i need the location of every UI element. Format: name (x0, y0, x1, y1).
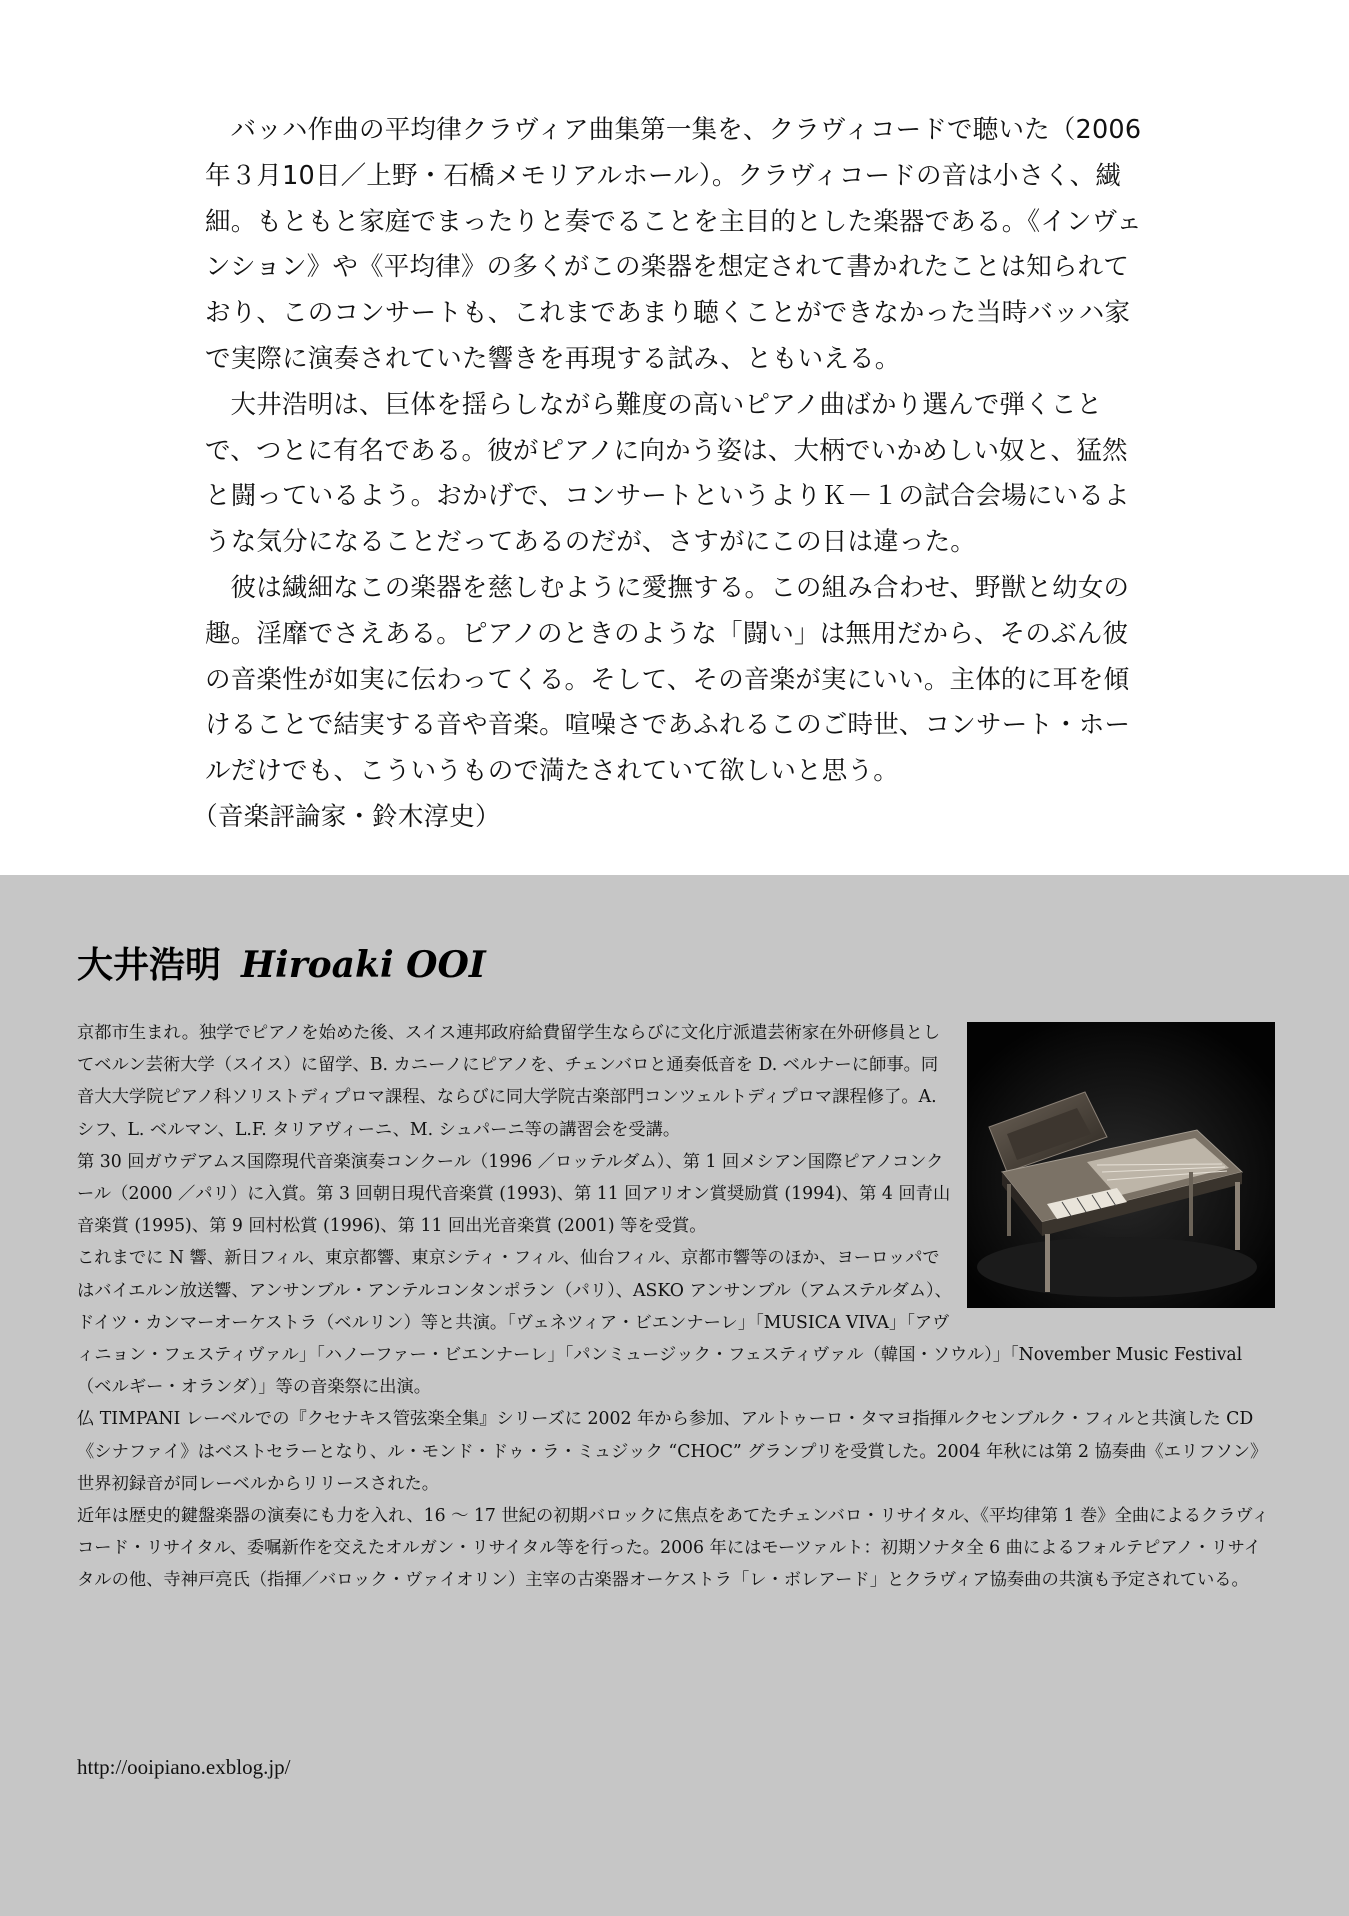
website-link[interactable]: http://ooipiano.exblog.jp/ (77, 1755, 291, 1779)
review-paragraph-2: 大井浩明は、巨体を揺らしながら難度の高いピアノ曲ばかり選んで弾くことで、つとに有名である。彼がピアノに向かう姿は、大柄でいかめしい奴と、猛然と闘っているよう。おかげで、コンサートというよりＫ－１の試合会場にいるような気分になることだってあるのだが、さすがにこの日は違った。 (205, 389, 1130, 558)
review-section (205, 108, 1150, 841)
biography-section (0, 875, 1349, 1916)
bio-paragraph-3: これまでに N 響、新日フィル、東京都響、東京シティ・フィル、仙台フィル、京都市響等のほか、ヨーロッパではバイエルン放送響、アンサンブル・アンテルコンタンポラン（パリ）、ASKO アンサンブル（アムステルダム）、ドイツ・カンマーオーケストラ（ベルリン）等と共演。「ヴェネツィア・ビエンナーレ」「MUSICA VIVA」「アヴィニョン・フェスティヴァル」「ハノーファー・ビエンナーレ」「パンミュージック・フェスティヴァル（韓国・ソウル）」「November Music Festival（ベルギー・オランダ）」等の音楽祭に出演。 (77, 1248, 1243, 1398)
artist-name-ja: 大井浩明 (77, 944, 222, 986)
bio-paragraph-5: 近年は歴史的鍵盤楽器の演奏にも力を入れ、16 ～ 17 世紀の初期バロックに焦点をあてたチェンバロ・リサイタル、《平均律第 1 巻》全曲によるクラヴィコード・リサイタル、委嘱新作を交えたオルガン・リサイタル等を行った。2006 年にはモーツァルト：初期ソナタ全 6 曲によるフォルテピアノ・リサイタルの他、寺神戸亮氏（指揮／バロック・ヴァイオリン）主宰の古楽器オーケストラ「レ・ボレアード」とクラヴィア協奏曲の共演も予定されている。 (77, 1506, 1270, 1591)
review-paragraph-3-text: 彼は繊細なこの楽器を慈しむように愛撫する。この組み合わせ、野獣と幼女の趣。淫靡でさえある。ピアノのときのような「闘い」は無用だから、そのぶん彼の音楽性が如実に伝わってくる。そして、その音楽が実にいい。主体的に耳を傾けることで結実する音や音楽。喧噪さであふれるこのご時世、コンサート・ホールだけでも、こういうもので満たされていて欲しいと思う。 (205, 572, 1131, 787)
bio-paragraph-2: 第 30 回ガウデアムス国際現代音楽演奏コンクール（1996 ／ロッテルダム）、第 1 回メシアン国際ピアノコンクール（2000 ／パリ）に入賞。第 3 回朝日現代音楽賞 (1993)、第 11 回アリオン賞奨励賞 (1994)、第 4 回青山音楽賞 (1995)、第 9 回村松賞 (1996)、第 11 回出光音楽賞 (2001) 等を受賞。 (77, 1151, 951, 1237)
clavichord-photo (967, 1022, 1275, 1308)
bio-paragraph-4: 仏 TIMPANI レーベルでの『クセナキス管弦楽全集』シリーズに 2002 年から参加、アルトゥーロ・タマヨ指揮ルクセンブルク・フィルと共演した CD《シナファイ》はベストセラーとなり、ル・モンド・ドゥ・ラ・ミュジック “CHOC” グランプリを受賞した。2004 年秋には第 2 協奏曲《エリフソン》世界初録音が同レーベルからリリースされた。 (77, 1409, 1268, 1494)
bio-paragraph-1: 京都市生まれ。独学でピアノを始めた後、スイス連邦政府給費留学生ならびに文化庁派遣芸術家在外研修員としてベルン芸術大学（スイス）に留学、B. カニーノにピアノを、チェンバロと通奏低音を D. ベルナーに師事。同音大大学院ピアノ科ソリストディプロマ課程、ならびに同大学院古楽部門コンツェルトディプロマ課程修了。A. シフ、L. ベルマン、L.F. タリアヴィーニ、M. シュパーニ等の講習会を受講。 (77, 1023, 941, 1140)
review-paragraph-3 (205, 566, 1150, 841)
artist-name-en: Hiroaki OOI (241, 944, 486, 986)
review-paragraph-1: バッハ作曲の平均律クラヴィア曲集第一集を、クラヴィコードで聴いた（2006年３月10日／上野・石橋メモリアルホール）。クラヴィコードの音は小さく、繊細。もともと家庭でまったりと奏でることを主目的とした楽器である。《インヴェンション》や《平均律》の多くがこの楽器を想定されて書かれたことは知られており、このコンサートも、これまであまり聴くことができなかった当時バッハ家で実際に演奏されていた響きを再現する試み、ともいえる。 (205, 115, 1143, 374)
artist-name-heading (77, 943, 486, 987)
review-signature: （音楽評論家・鈴木淳史） (205, 801, 501, 832)
